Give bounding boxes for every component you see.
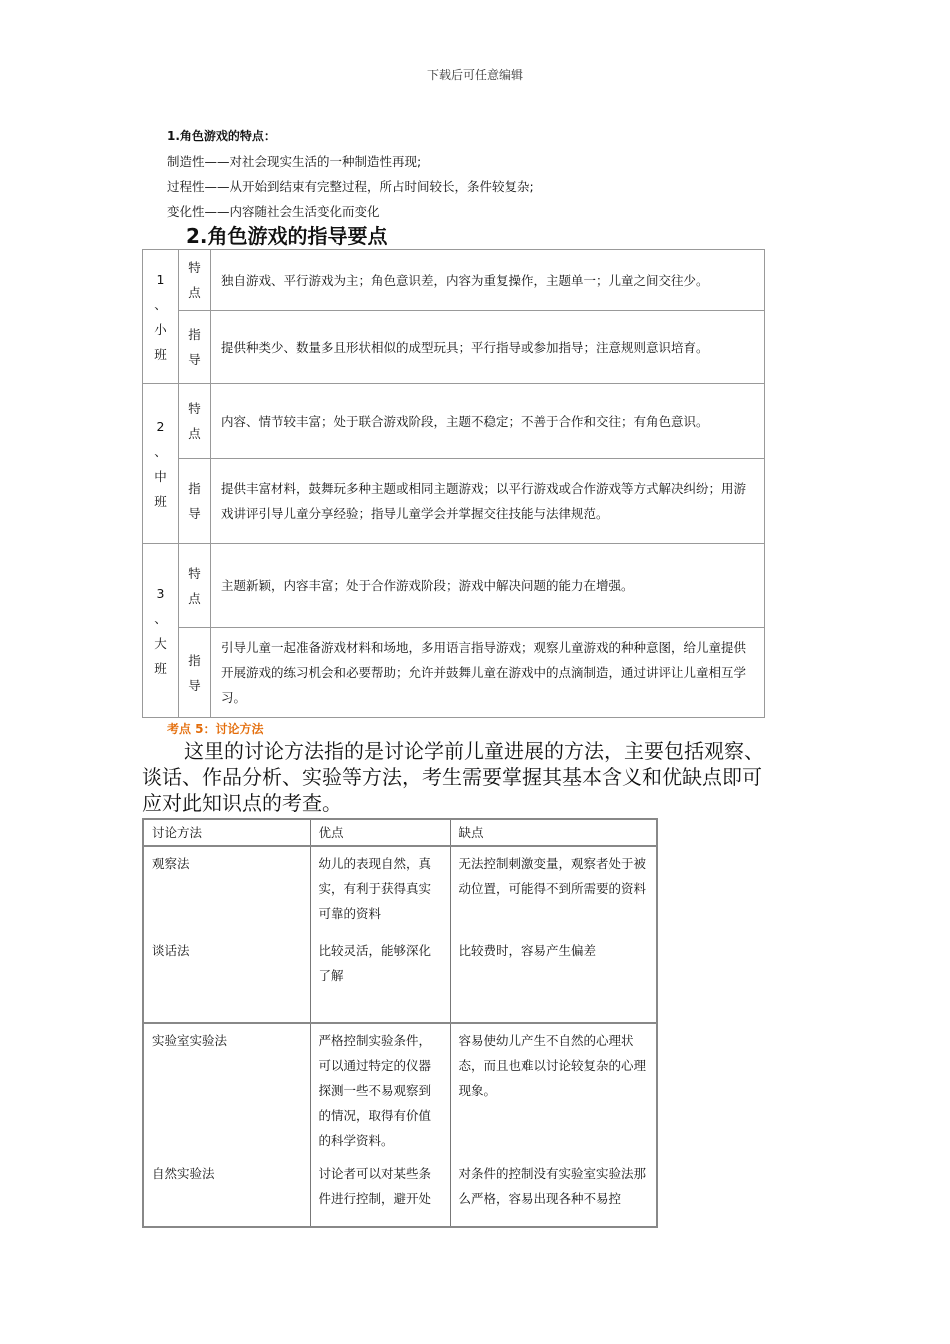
label-char: 指	[188, 327, 201, 342]
header-cell: 缺点	[450, 819, 657, 846]
method-pro: 比较灵活，能够深化了解	[310, 934, 450, 1023]
class-cell	[143, 250, 179, 384]
method-pro: 严格控制实验条件，可以通过特定的仪器探测一些不易观察到的情况，取得有价值的科学资料。	[310, 1023, 450, 1157]
label-char: 指	[188, 481, 201, 496]
method-con: 无法控制刺激变量，观察者处于被动位置，可能得不到所需要的资料	[458, 856, 647, 896]
method-pro: 讨论者可以对某些条件进行控制，避开处	[310, 1157, 450, 1227]
feature-text: 主题新颖，内容丰富；处于合作游戏阶段；游戏中解决问题的能力在增强。	[211, 544, 765, 628]
guide-text: 提供丰富材料，鼓舞玩多种主题或相同主题游戏；以平行游戏或合作游戏等方式解决纠纷；用游戏讲评引导儿童分享经验；指导儿童学会并掌握交往技能与法律规范。	[211, 459, 765, 544]
feature-text: 独自游戏、平行游戏为主；角色意识差，内容为重复操作，主题单一；儿童之间交往少。	[211, 250, 765, 311]
traits-title: 1.角色游戏的特点：	[167, 129, 276, 143]
intro-paragraph: 这里的讨论方法指的是讨论学前儿童进展的方法，主要包括观察、谈话、作品分析、实验等方法，考生需要掌握其基本含义和优缺点即可应对此知识点的考查。	[142, 739, 764, 815]
kaodian-heading: 考点 5：讨论方法	[167, 722, 264, 736]
class-char: 班	[154, 660, 167, 676]
method-con: 容易使幼儿产生不自然的心理状态，而且也难以讨论较复杂的心理现象。	[458, 1033, 647, 1098]
class-char: 、	[154, 443, 167, 459]
method-name: 自然实验法	[143, 1157, 310, 1227]
label-char: 导	[188, 352, 201, 367]
class-char: 2	[156, 418, 165, 434]
table-row	[143, 846, 657, 934]
method-name: 谈话法	[143, 934, 310, 1023]
table-row	[143, 1157, 657, 1227]
trait-line: 制造性——对社会现实生活的一种制造性再现;	[167, 154, 422, 169]
class-char: 、	[154, 296, 167, 312]
label-char: 指	[188, 652, 201, 668]
table-header-row	[143, 819, 657, 846]
label-char: 点	[188, 285, 201, 300]
guide-text: 提供种类少、数量多且形状相似的成型玩具；平行指导或参加指导；注意规则意识培育。	[211, 311, 765, 384]
header-note: 下载后可任意编辑	[426, 68, 523, 82]
class-char: 3	[156, 585, 165, 601]
method-pro: 幼儿的表现自然，真实，有利于获得真实可靠的资料	[310, 846, 450, 934]
table-row	[143, 250, 765, 311]
method-con: 对条件的控制没有实验室实验法那么严格，容易出现各种不易控	[458, 1166, 647, 1206]
label-char: 点	[188, 426, 201, 441]
feature-label	[179, 384, 211, 459]
table-row	[143, 934, 657, 1023]
feature-label	[179, 544, 211, 628]
trait-line: 过程性——从开始到结束有完整过程，所占时间较长，条件较复杂;	[167, 179, 534, 194]
method-con: 比较费时，容易产生偏差	[450, 934, 657, 1023]
table-row	[143, 311, 765, 384]
class-char: 小	[154, 321, 167, 337]
table-row	[143, 384, 765, 459]
trait-line: 变化性——内容随社会生活变化而变化	[167, 204, 380, 219]
guide-text: 引导儿童一起准备游戏材料和场地，多用语言指导游戏；观察儿童游戏的种种意图，给儿童提供开展游戏的练习机会和必要帮助；允许并鼓舞儿童在游戏中的点滴制造，通过讲评让儿童相互学习。	[211, 628, 765, 718]
table-row	[143, 628, 765, 718]
label-char: 特	[188, 565, 201, 581]
guide-label	[179, 459, 211, 544]
class-char: 班	[154, 493, 167, 509]
guide-title: 2.角色游戏的指导要点	[186, 224, 388, 248]
guide-label	[179, 311, 211, 384]
header-cell: 优点	[310, 819, 450, 846]
class-char: 、	[154, 610, 167, 626]
method-table	[142, 818, 658, 1228]
class-char: 1	[156, 271, 165, 287]
table-row	[143, 459, 765, 544]
class-char: 中	[154, 468, 167, 484]
feature-label	[179, 250, 211, 311]
label-char: 点	[188, 590, 201, 606]
class-char: 大	[154, 635, 167, 651]
header-cell: 讨论方法	[143, 819, 310, 846]
guide-label	[179, 628, 211, 718]
label-char: 特	[188, 401, 201, 416]
label-char: 特	[188, 260, 201, 275]
method-name: 观察法	[143, 846, 310, 934]
feature-text: 内容、情节较丰富；处于联合游戏阶段，主题不稳定；不善于合作和交往；有角色意识。	[211, 384, 765, 459]
table-row	[143, 1023, 657, 1157]
class-char: 班	[154, 346, 167, 362]
guide-table	[142, 249, 765, 718]
class-cell	[143, 384, 179, 544]
method-name: 实验室实验法	[143, 1023, 310, 1157]
label-char: 导	[188, 677, 201, 693]
class-cell	[143, 544, 179, 718]
table-row	[143, 544, 765, 628]
label-char: 导	[188, 506, 201, 521]
